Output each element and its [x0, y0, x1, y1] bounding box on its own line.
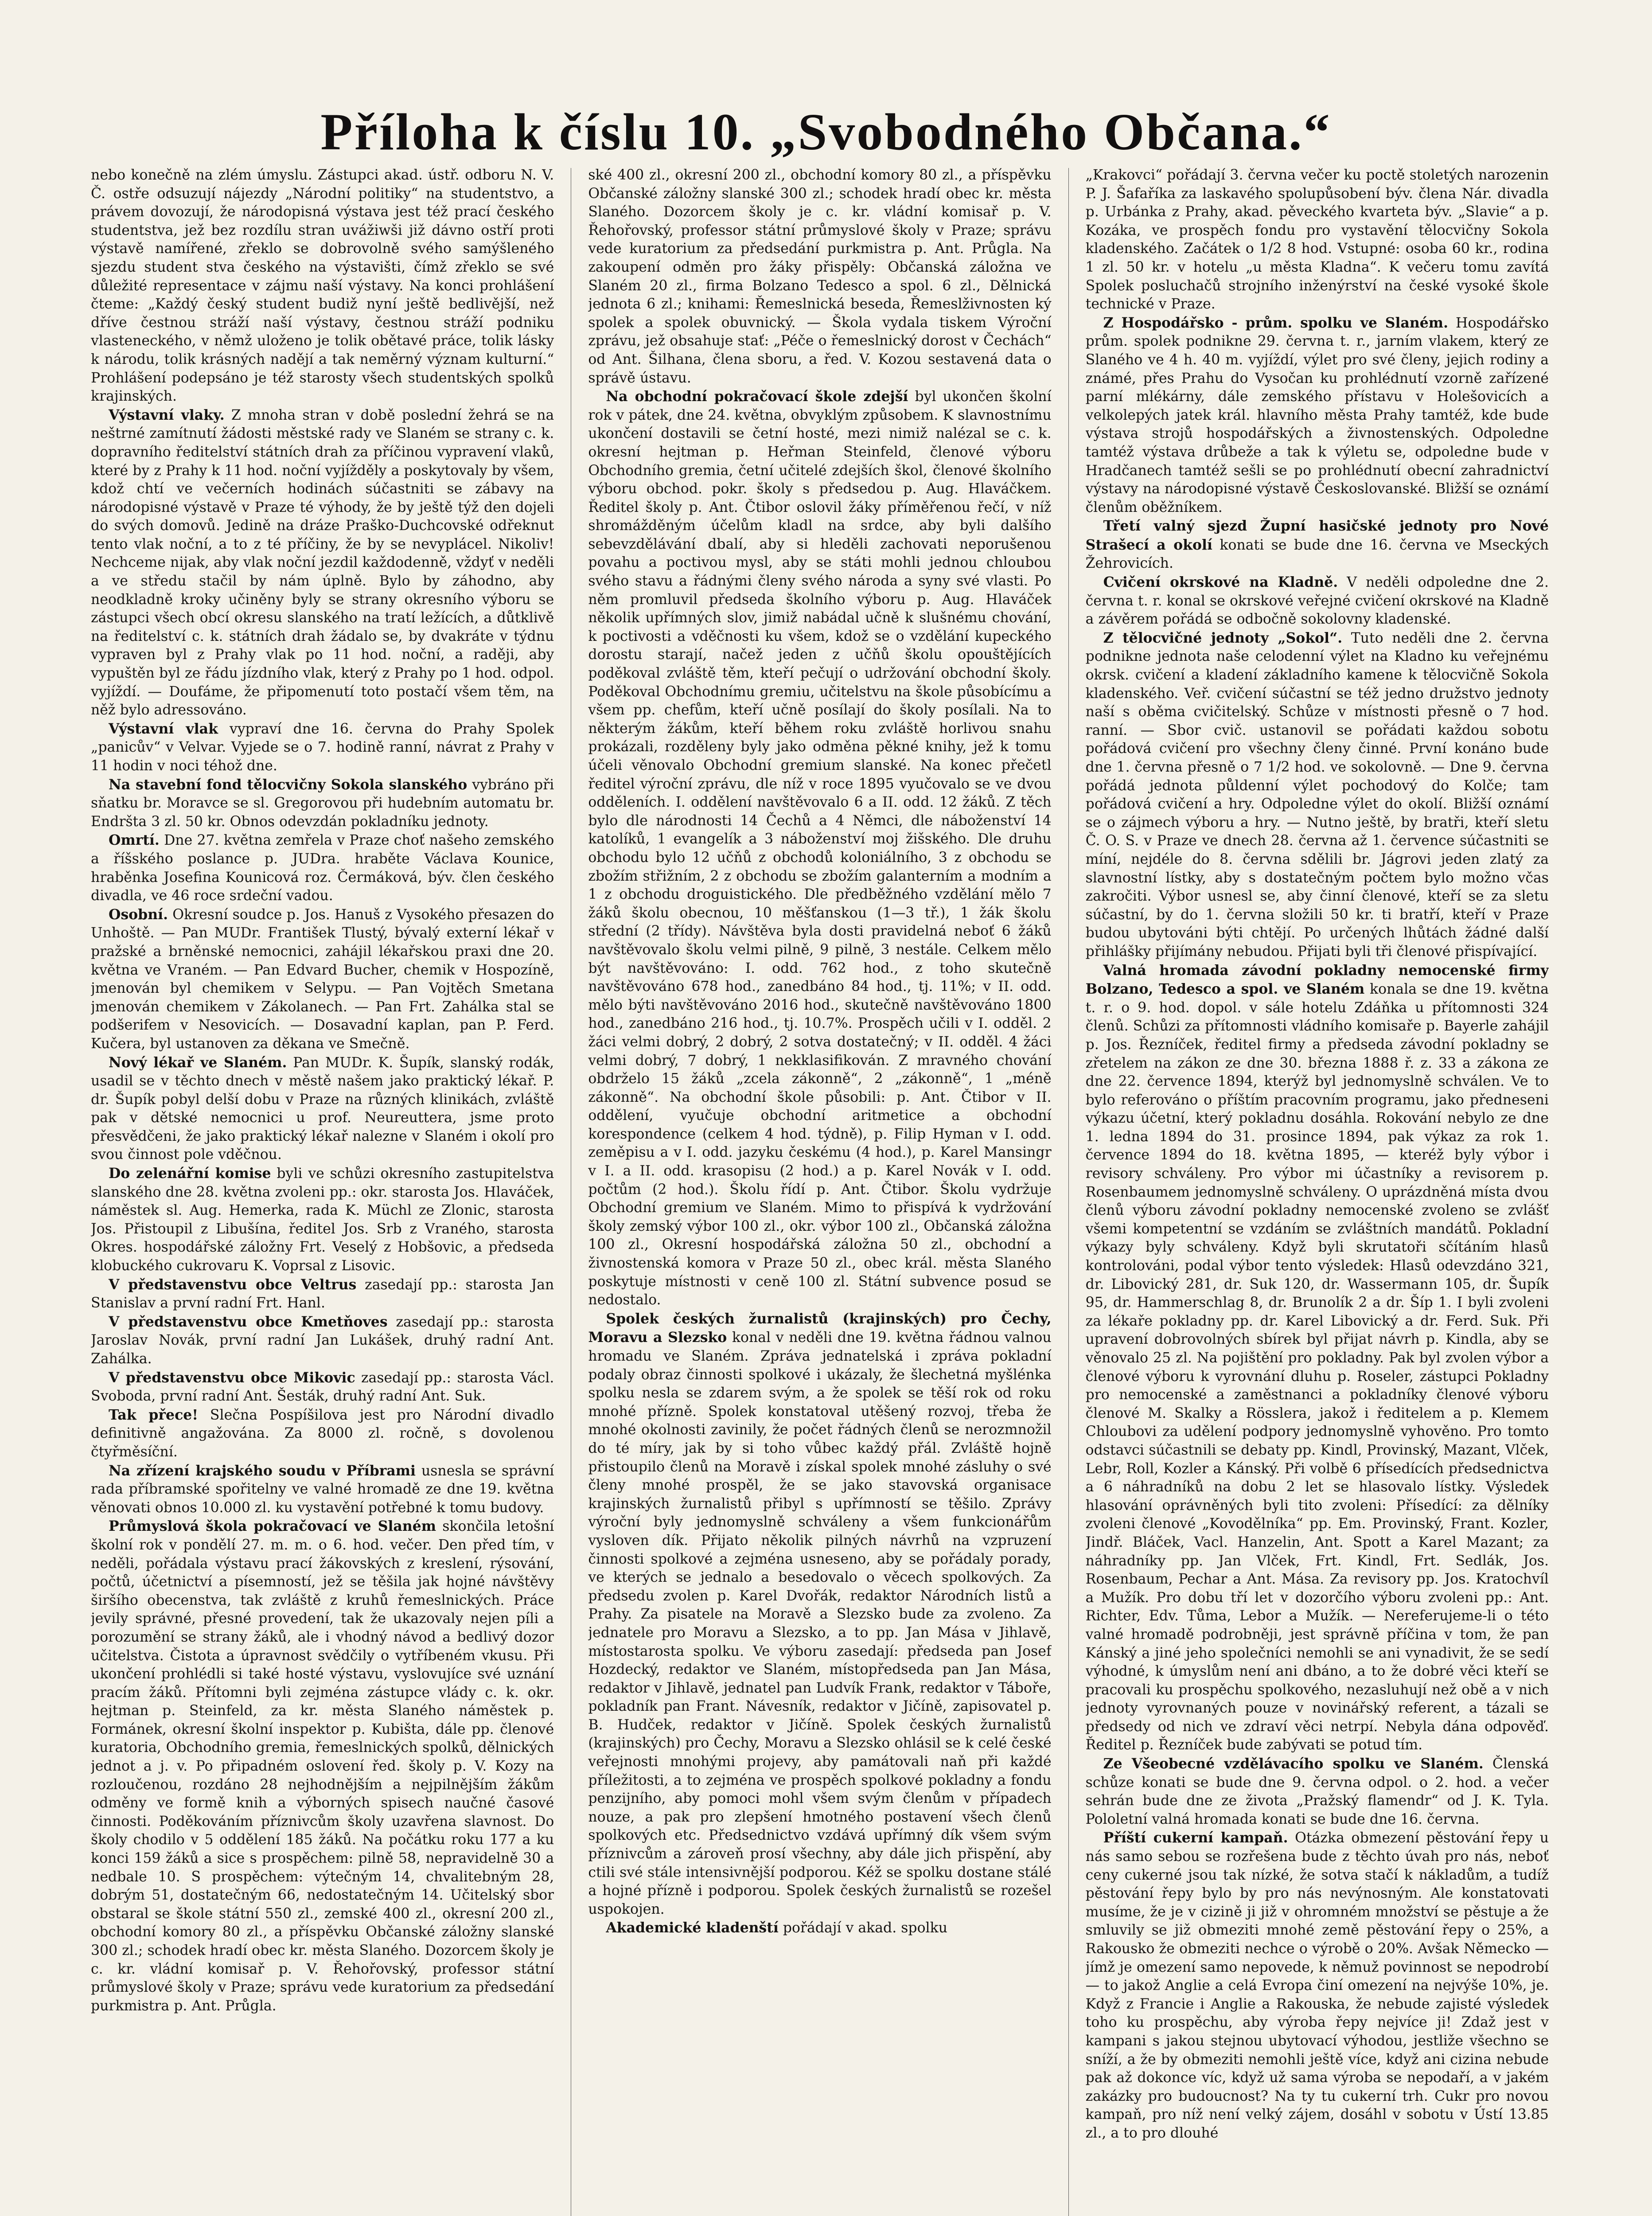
article-paragraph [91, 1164, 554, 1276]
article-paragraph [588, 1919, 1051, 1938]
article-heading: Na stavební fond tělocvičny Sokola slanského [109, 776, 468, 793]
article-text: zasedají pp.: starosta Jan Stanislav a první radní Frt. Hanl. [91, 1276, 554, 1311]
article-heading: V představenstvu obce Kmetňoves [109, 1313, 388, 1330]
article-paragraph [1086, 517, 1549, 573]
article-text: Pan MUDr. K. Šupík, slanský rodák, usadil se v těchto dnech v městě našem jako praktický lékař. P. dr. Šupík pobyl delší dobu v Praze na různých klinikách, zvláště pak v dětské nemocnici u prof. Neureuttera, jsme proto přesvědčeni, že jako praktický lékař nalezne v Slaném i okolí pro svou činnost pole vděčnou. [91, 1054, 554, 1163]
page-title: Příloha k číslu 10. „Svobodného Občana.“ [320, 103, 1332, 161]
article-paragraph [588, 1310, 1051, 1919]
article-paragraph [91, 1406, 554, 1462]
article-paragraph [91, 1053, 554, 1165]
article-text: byli ve schůzi okresního zastupitelstva slanského dne 28. května zvoleni pp.: okr. starosta Jos. Hlaváček, náměstek sl. Aug. Hemerka, rada K. Müchl ze Zlonic, starosta Jos. Přistoupil z Libušína, ředitel Jos. Srb z Vraného, starosta Okres. hospodářské záložny Frt. Veselý z Hobšovic, a předseda klobuckého cukrovaru K. Voprsal z Lisovic. [91, 1166, 554, 1274]
article-heading: Nový lékař ve Slaném. [109, 1054, 287, 1071]
article-text: V neděli odpoledne dne 2. června t. r. konal se okrskové veřejné cvičení okrskové na Kladně a závěrem pořádá se odbočně sokolovny kladenské. [1085, 574, 1549, 628]
article-text: zasedají pp.: starosta Jaroslav Novák, první radní Jan Lukášek, druhý radní Ant. Zahálka. [91, 1314, 554, 1367]
article-text: konala se dne 19. května t. r. o 9. hod. dopol. v sále hotelu Zdáňka u přítomnosti 324 členů. Schůzi za přítomnosti vládního komisaře p. Bayerle zahájil p. Jos. Řezníček, ředitel firmy a předseda závodní pokladny se zřetelem na zákon ze dne 30. března 1888 ř. z. 33 a zákona ze dne 22. července 1894, kterýž byl jednomyslně schválen. Ve to bylo referováno o příštím pracovním programu, jako předneseni výkazu účetní, který pokladnu dosáhla. Rokování nebylo ze dne 1. ledna 1894 do 31. prosince 1894, pak výkaz za rok 1. července 1894 do 18. května 1895, — kteréž byly výbor i revisory schváleny. Pro výbor mi účastníky a revisorem p. Rosenbaumem jednomyslně schváleny. O uprázdněná místa dvou členů výboru závodní pokladny nemocenské zvoleno se zvlášť všemi kompetentní se vzdáním se zvláštních mandátů. Pokladní výkazy byly schváleny. Když byli skrutatoři sčítáním hlasů kontrolováni, podal výbor tento výsledek: Hlasů odevzdáno 321, dr. Libovický 281, dr. Suk 120, dr. Wassermann 105, dr. Šupík 95, dr. Hammerschlag 8, dr. Brunolík 2 a dr. Šíp 1. I byli zvoleni za lékaře pokladny pp. dr. Karel Libovický a dr. Ferd. Suk. Při upravení dobrovolných sbírek byl přijat návrh p. Kindla, aby se věnovalo 25 zl. Na pojištění pro pokladny. Pak byl zvolen výbor a členové výboru k vyrovnání dluhu p. Roseler, zástupci Pokladny pro nemocenské a zaměstnanci a pokladníky členové výboru členové M. Skalky a Rösslera, jakož i ředitelem a p. Klemem Chloubovi za udělení podpory jednomyslně vyhověno. Pro tomto odstavci súčastnili se debaty pp. Kindl, Provinský, Mazant, Vlček, Lebr, Roll, Kozler a Kánský. Při volbě 6 přísedících předsednictva a 6 náhradníků na dobu 2 let se hlasovalo lístky. Výsledek hlasování oprávněných byli tito zvoleni: Přísedící: za dělníky zvoleni členové „Kovodělníka“ pp. Em. Provinský, Frant. Kozler, Jindř. Bláček, Vacl. Hanzelin, Ant. Spott a Karel Mazant; za náhradníky pp. Jan Vlček, Frt. Kindl, Frt. Sedlák, Jos. Rosenbaum, Pechar a Ant. Mása. Za revisory pp. Jos. Kratochvíl a Mužík. Pro dobu tří let v dozorčího výboru zvoleni pp.: Ant. Richter, Edv. Tůma, Lebor a Mužík. — Nereferujeme-li o této valné hromadě podrobněji, jest správně příčina v tom, že pan Kánský a jiné jeho společníci nemohli se ani vynadivit, že se sedí výhodné, k úmyslům není ani dbáno, a to že dobré věci kteří se pracovali ku prospěchu spolkového, nezasluhují než obě a v nich jednoty vyrovnaných pouze v novinářský referent, a tázali se předsedy od nich ve zdraví věci netrpí. Nebyla dána odpověď. Ředitel p. Řezníček bude zabývati se potud tím. [1085, 981, 1549, 1753]
article-heading: V představenstvu obce Veltrus [109, 1276, 357, 1293]
article-paragraph [1086, 961, 1549, 1755]
article-heading: Ze Všeobecné vzdělávacího spolku ve Slaném. [1103, 1756, 1484, 1772]
article-heading: Na zřízení krajského soudu v Příbrami [109, 1462, 416, 1479]
column-right [1086, 166, 1549, 2216]
article-text: zasedají pp.: starosta Václ. Svoboda, první radní Ant. Šesták, druhý radní Ant. Suk. [91, 1369, 554, 1405]
article-heading: Průmyslová škola pokračovací ve Slaném [109, 1518, 436, 1535]
article-heading: Příští cukerní kampaň. [1103, 1830, 1288, 1846]
article-paragraph [91, 166, 554, 406]
article-text: konati se bude dne 16. června ve Mseckých Žehrovicích. [1085, 537, 1549, 572]
article-paragraph [91, 720, 554, 776]
article-paragraph [91, 1369, 554, 1406]
article-heading: Akademické kladenští [606, 1919, 779, 1936]
article-paragraph [91, 1517, 554, 2015]
article-heading: Osobní. [109, 906, 168, 923]
article-text: Hospodářsko prům. spolek podnikne 29. června t. r., jarním vlakem, který ze Slaného ve 4 h. 40 m. vyjíždí, výlet pro své členy, jejich rodiny a známé, přes Prahu do Vysočan ku prohlédnutí vzorně zařízené parní mlékárny, dále zemského přístavu v Holešovicích a velkolepých jatek král. hlavního města Prahy tamtéž, kde bude výstava strojů hospodářských a živnostenských. Odpoledne tamtéž výstava drůbeže a tak k výletu se, odpoledne bude v Hradčanech tamtéž sešli se po prohlédnutí obecní zahradnictví výstavy na národopisné výstavě Českoslovanské. Bližší se oznámí členům oběžníkem. [1085, 315, 1549, 515]
article-text: „Krakovci“ pořádají 3. června večer ku poctě stoletých narozenin P. J. Šafaříka za laskavého spolupůsobení býv. člena Nár. divadla p. Urbánka z Prahy, akad. pěveckého kvarteta býv. „Slavie“ a p. Kozáka, ve prospěch fondu pro vystavění tělocvičny Sokola kladenského. Začátek o 1/2 8 hod. Vstupné: osoba 60 kr., rodina 1 zl. 50 kr. v hotelu „u města Kladna“. K večeru tomu zavítá Spolek posluchačů strojního inženýrství na české vysoké škole technické v Praze. [1085, 167, 1549, 312]
column-divider [1068, 168, 1069, 2216]
article-heading: Valná hromada závodní pokladny nemocenské firmy Bolzano, Tedesco a spol. ve Slaném [1085, 962, 1549, 998]
article-text: skončila letošní školní rok v pondělí 27. m. m. o 6. hod. večer. Den před tím, v neděli, pořádala výstavu prací žákovských z kreslení, rýsování, počtů, účetnictví a písemností, jež se těšila jak hojné návštěvy širšího obecenstva, tak zvláště z kruhů řemeslnických. Práce jevily správné, přesné provedení, tak že ukazovaly nejen píli a porozumění se strany žáků, ale i vhodný návod a bedlivý dozor učitelstva. Čistota a úpravnost svědčily o vytříbeném vkusu. Při ukončení prohlédli si také hosté výstavu, vyslovujíce své uznání pracím žáků. Přítomni byli zejména zástupce vlády c. k. okr. hejtman p. Steinfeld, za kr. města Slaného náměstek p. Formánek, okresní školní inspektor p. Kubišta, dále pp. členové kuratoria, Obchodního gremia, řemeslnických spolků, dělnických jednot a j. v. Po připadném oslovení řed. školy p. V. Kozy na rozloučenou, rozdáno 28 nejhodnějším a nejpilnějším žákům odměny ve formě knih a výborných spisech naučné časové činnosti. Poděkováním příznivcům školy uzavřena slavnost. Do školy chodilo v 5 oddělení 185 žáků. Na počátku roku 177 a ku konci 159 žáků a sice s prospěchem: pilně 58, nepravidelně 30 a nedbale 10. S prospěchem: výtečným 14, chvalitebným 28, dobrým 51, dostatečným 66, nedostatečným 14. Učitelský sbor obstaral se škole státní 550 zl., zemské 400 zl., okresní 200 zl., obchodní komory 80 zl., a příspěvku Občanské záložny slanské 300 zl.; schodek hradí obec kr. města Slaného. Dozorcem školy je c. kr. vládní komisař p. V. Řehořovský, professor státní průmyslové školy v Praze; správu vede kuratorium za předsedání purkmistra p. Ant. Průgla. [91, 1518, 554, 2014]
article-heading: Spolek českých žurnalistů (krajinských) pro Čechy, Moravu a Slezsko [588, 1310, 1052, 1346]
article-heading: Tak přece! [109, 1406, 199, 1423]
article-heading: Omrtí. [109, 832, 160, 849]
article-heading: Do zelenářní komise [109, 1165, 271, 1182]
article-text: vybráno při sňatku br. Moravce se sl. Gregorovou při hudebním automatu br. Endršta 3 zl. 50 kr. Obnos odevzdán pokladníku jednoty. [91, 776, 554, 830]
article-paragraph [91, 1313, 554, 1369]
article-paragraph [91, 776, 554, 831]
article-text: konal v neděli dne 19. května řádnou valnou hromadu ve Slaném. Zpráva jednatelská i zpráva pokladní podaly obraz činnosti spolkové i ukázaly, že šlechetná myšlénka spolku nesla se zdarem svým, a že spolek se těší rok od roku mnohé přízně. Spolek konstatoval utěšený rozvoj, třeba že mnohé okolnosti zavinily, že počet řádných členů se nerozmnožil do té míry, jak by si toho vůbec každý přál. Zvláště hojně přistoupilo členů na Moravě i získal spolek mnohé zásluhy o své členy mnohé prospěl, že se jako stavovská organisace krajinských žurnalistů přibyl s upřímností se těšilo. Zprávy výroční byly jednomyslně schváleny a všem funkcionářům vysloven dík. Přijato několik pilných návrhů na vzpruzení činnosti spolkové a zejména usneseno, aby se pořádaly porady, ve kterých se jednalo a besedovalo o věcech spolkových. Za předsedu zvolen p. Karel Dvořák, redaktor Národních listů a Prahy. Za pisatele na Moravě a Slezsko bude za zvoleno. Za jednatele pro Moravu a Slezsko, a to pp. Jan Mása v Jihlavě, místostarosta spolku. Ve výboru zasedají: předseda pan Josef Hozdecký, redaktor ve Slaném, místopředseda pan Jan Mása, redaktor v Jihlavě, jednatel pan Ludvík Frank, redaktor v Táboře, pokladník pan Frant. Návesník, redaktor v Jičíně, zapisovatel p. B. Hudček, redaktor v Jičíně. Spolek českých žurnalistů (krajinských) pro Čechy, Moravu a Slezsko ohlásil se k celé české veřejnosti mnohými projevy, aby památovali naň při každé příležitosti, a to zejména ve prospěch spolkové pokladny a fondu penzijního, aby pomoci mohl všem svým členům v případech nouze, a pak pro zlepšení hmotného postavení všech členů spolkových etc. Předsednictvo vzdává upřímný dík všem svým příznivcům a zároveň prosí všechny, aby dále jich přispění, aby ctili své stále intensivnější podporou. Kéž se spolku dostane stálé a hojné přízně i podporou. Spolek českých žurnalistů se rozešel uspokojen. [588, 1330, 1052, 1917]
page-header [0, 102, 1652, 162]
article-paragraph [91, 1462, 554, 1518]
article-heading: Výstavní vlaky. [109, 406, 225, 423]
article-paragraph [1086, 573, 1549, 629]
article-text: Dne 27. května zemřela v Praze choť našeho zemského a říšského poslance p. JUDra. hraběte Václava Kounice, hraběnka Josefina Kounicová roz. Čermáková, býv. člen českého divadla, ve 46 roce srdeční vadou. [91, 832, 554, 904]
article-text: pořádají v akad. spolku [783, 1920, 947, 1936]
column-middle [588, 166, 1051, 2216]
article-paragraph [588, 387, 1051, 1310]
article-text: ské 400 zl., okresní 200 zl., obchodní komory 80 zl., a příspěvku Občanské záložny slanské 300 zl.; schodek hradí obec kr. města Slaného. Dozorcem školy je c. kr. vládní komisař p. V. Řehořovský, professor státní průmyslové školy v Praze; správu vede kuratorium za předsedání purkmistra p. Ant. Průgla. Na zakoupení odměn pro žáky přispěly: Občanská záložna ve Slaném 20 zl., firma Bolzano Tedesco a spol. 6 zl., Dělnická jednota 6 zl.; knihami: Řemeslnická beseda, Řemeslživnosten ký spolek a spolek obuvnický. — Škola vydala tiskem Výroční zprávu, jež obsahuje stať: „Péče o řemeslnický dorost v Čechách“ od Ant. Šilhana, člena sboru, a řed. V. Kozou sestavená data o správě ústavu. [588, 167, 1052, 386]
article-heading: Z tělocvičné jednoty „Sokol“. [1103, 629, 1343, 646]
article-heading: Třetí valný sjezd Župní hasičské jednoty pro Nové Strašecí a okolí [1085, 518, 1549, 553]
article-heading: Z Hospodářsko - prům. spolku ve Slaném. [1103, 314, 1449, 331]
article-heading: Cvičení okrskové na Kladně. [1103, 574, 1338, 591]
article-paragraph [1086, 629, 1549, 961]
column-left [91, 166, 554, 2216]
article-text: usnesla se správní rada příbramské spořitelny ve valné hromadě ze dne 19. května věnovati obnos 10.000 zl. ku vystavění potřebné k tomu budovy. [91, 1463, 554, 1516]
article-paragraph [91, 406, 554, 720]
article-heading: Na obchodní pokračovací škole zdejší [606, 388, 908, 405]
article-text: byl ukončen školní rok v pátek, dne 24. května, obvyklým způsobem. K slavnostnímu ukončení dostavili se četní hosté, mezi nimiž nalézal se c. k. okresní hejtman p. Heřman Steinfeld, členové výboru Obchodního gremia, četní učitelé zdejších škol, členové školního výboru obchod. pokr. školy s předsedou p. Aug. Hlaváčkem. Ředitel školy p. Ant. Čtibor oslovil žáky příměřenou řečí, v níž shromážděným účelům kladl na srdce, aby byli dalšího sebevzdělávání dbalí, aby si hleděli zachovati neporušenou povahu a poctivou mysl, aby se státi mohli jednou chloubou svého stavu a řádnými členy svého národa a syny své vlasti. Po něm promluvil předseda školního výboru p. Aug. Hlaváček několik upřímných slov, jimiž nabádal učně k slušnému chování, k poctivosti a vděčnosti ku všem, kdož se o vzdělání kupeckého dorostu starají, načež jeden z učňů školu opouštějících poděkoval zvláště těm, kteří pečují o udržování obchodní školy. Poděkoval Obchodnímu gremiu, učitelstvu na škole působícímu a všem pp. chefům, kteří učně posílají do školy posílali. Na to některým žákům, kteří během roku zvláště horlivou snahu prokázali, rozděleny byly jako odměna pěkné knihy, jež k tomu účeli věnovalo Obchodní gremium slanské. Na konec přečetl ředitel výroční zprávu, dle níž v roce 1895 vyučovalo se ve dvou odděleních. I. oddělení navštěvovalo 6 a II. odd. 12 žáků. Z těch bylo dle národnosti 14 Čechů a 4 Němci, dle náboženství 14 katolíků, 1 evangelík a 3 náboženství moj žišského. Dle druhu obchodu bylo 12 učňů z obchodů koloniálního, 3 z obchodu se zbožím střižním, 2 z obchodu se zbožím galanterním a modním a 1 z obchodu droguistického. Dle předběžného vzdělání mělo 7 žáků školu obecnou, 10 měšťanskou (1—3 tř.), 1 žák školu střední (2 třídy). Návštěva byla dosti pravidelná neboť 6 žáků navštěvovalo školu velmi pilně, 9 pilně, 3 nestále. Celkem mělo být navštěvováno: I. odd. 762 hod., z toho skutečně navštěvováno 678 hod., zanedbáno 84 hod., tj. 11%; v II. odd. mělo býti navštěvováno 2016 hod., skutečně navštěvováno 1800 hod., zanedbáno 216 hod., tj. 10.7%. Prospěch učili v I. odděl. 2 žáci velmi dobrý, 2 dobrý, 2 sotva dostatečný; v II. odděl. 4 žáci velmi dobrý, 7 dobrý, 1 nekklasifikován. Z mravného chování obdrželo 15 žáků „zcela zákonně“, 2 „zákonně“, 1 „méně zákonně“. Na obchodní škole působili: p. Ant. Čtibor v II. oddělení, vyučuje obchodní aritmetice a obchodní korespondence (celkem 4 hod. týdně), p. Filip Hyman v I. odd. zeměpisu a v I. odd. jazyku českému (4 hod.), p. Karel Mansingr v I. a II. odd. krasopisu (2 hod.) a p. Karel Novák v I. odd. počtům (2 hod.). Školu řídí p. Ant. Čtibor. Školu vydržuje Obchodní gremium ve Slaném. Mimo to přispívá k vydržování školy zemský výbor 100 zl., okr. výbor 100 zl., Občanská záložna 100 zl., Okresní hospodářská záložna 50 zl., obchodní a živnostenská komora v Praze 50 zl., obec král. města Slaného poskytuje místnosti v ceně 100 zl. Státní subvence posud se nedostalo. [588, 389, 1052, 1308]
article-paragraph [1086, 166, 1549, 314]
article-columns [91, 166, 1549, 2216]
article-paragraph [91, 905, 554, 1053]
article-paragraph [91, 1276, 554, 1313]
article-text: Tuto neděli dne 2. června podnikne jednota naše celodenní výlet na Kladno ku veřejnému okrsk. cvičení a kladení základního kamene k tělocvičně Sokola kladenského. Veř. cvičení súčastní se též jedno družstvo jednoty naší s oběma cvičitelský. Schůze v místnosti přesně o 7 hod. ranní. — Sbor cvič. ustanovil se pořádati každou sobotu pořádová cvičení pro všechny členy činné. První konáno bude dne 1. června přesně o 7 1/2 hod. ve sokolovně. — Dne 9. června pořádá jednota půldenní výlet pochodový do Kolče; tam pořádová cvičení a hry. Odpoledne výlet do okolí. Bližší oznámí se o zájmech výboru a hry. — Nutno ještě, by bratři, kteří sletu Č. O. S. v Praze ve dnech 28. června až 1. července súčastniti se míní, nejdéle do 8. června sdělili br. Jágrovi jeden zlatý za slavnostní lístky, aby s dostatečným počtem bylo možno včas zakročiti. Výbor usnesl se, aby činní členové, kteří se za sletu súčastní, by do 1. června složili 50 kr. ti bratří, kteří v Praze budou ubytováni býti chtějí. Po určených lhůtách žádné další přihlášky přijímány nebudou. Přijati byli tři členové přispívající. [1085, 630, 1549, 960]
article-paragraph [1086, 1829, 1549, 2142]
article-heading: V představenstvu obce Mikovic [109, 1369, 355, 1386]
article-paragraph [1086, 1755, 1549, 1829]
article-paragraph [1086, 314, 1549, 517]
article-text: Okresní soudce p. Jos. Hanuš z Vysokého přesazen do Unhoště. — Pan MUDr. František Tlustý, bývalý externí lékař v pražské a brněnské nemocnici, zahájil lékařskou praxi dne 20. května ve Vraném. — Pan Edvard Bucher, chemik v Hospozíně, jmenován byl chemikem v Selypu. — Pan Vojtěch Smetana jmenován chemikem v Zákolanech. — Pan Frt. Zahálka stal se podšerifem v Nesovicích. — Dosavadní kaplan, pan P. Ferd. Kučera, byl ustanoven za děkana ve Smečně. [91, 906, 554, 1052]
article-text: nebo konečně na zlém úmyslu. Zástupci akad. ústř. odboru N. V. Č. ostře odsuzují nájezdy „Národní politiky“ na studentstvo, a právem dovozují, že národopisná výstava jest též prací českého studentstva, jež bez rozdílu stran uvážiwši již dávno ostří proti výstavě namířené, zřeklo se dobrovolně svého samýšleného sjezdu student stva českého na výstavišti, čímž zřeklo se své důležité representace v zájmu naší výstavy. Na konci prohlášení čteme: „Každý český student budiž nyní ještě bedlivější, než dříve čestnou stráží naší výstavy, čestnou stráží podniku vlasteneckého, v němž uloženo je tolik obětavé práce, tolik lásky k národu, tolik krásných nadějí a tak neměrný význam kulturní.“ Prohlášení podepsáno je též starosty všech studentských spolků krajinských. [91, 167, 554, 405]
article-text: vypraví dne 16. června do Prahy Spolek „panicův“ v Velvar. Vyjede se o 7. hodině ranní, návrat z Prahy v 11 hodin v noci téhož dne. [91, 721, 554, 774]
article-text: Členská schůze konati se bude dne 9. června odpol. o 2. hod. a večer sehrán bude dne ze života „Pražský flamendr“ od J. K. Tyla. Pololetní valná hromada konati se bude dne 16. června. [1085, 1756, 1549, 1827]
article-paragraph [588, 166, 1051, 387]
article-paragraph [91, 831, 554, 905]
article-text: Slečna Pospíšilova jest pro Národní divadlo definitivně angažována. Za 8000 zl. ročně, s dovolenou čtyřměsíční. [91, 1407, 554, 1460]
article-text: Z mnoha stran v době poslední žehrá se na neštrné zamítnutí žádosti městské rady ve Slaném se strany c. k. dopravního ředitelství státních drah za příčinou vypravení vlaků, které by z Prahy k 11 hod. noční vyjížděly a poskytovaly by všem, kdož chtí ve večerních hodinách súčastniti se zábavy na národopisné výstavě v Praze té výhody, že by ještě týž den dojeli do svých domovů. Jedině na dráze Praško-Duchcovské odřeknut tento vlak noční, a to z té příčiny, že by se nevyplácel. Nikoliv! Nechceme nijak, aby vlak noční jezdil každodenně, vždyť v neděli a ve středu stačil by nám úplně. Bylo by záhodno, aby neodkladně kroky učiněny byly se strany okresního výboru se zástupci všech obcí okresu slanského na tratí ležících, a důtklivě na ředitelství c. k. státních drah žádalo se, by dvakráte v týdnu vypraven byl z Prahy vlak po 11 hod. noční, a raději, aby vypuštěn byl ze řádu jízdního vlak, který z Prahy po 1 hod. odpol. vyjíždí. — Doufáme, že připomenutí toto postačí všem těm, na něž bylo adressováno. [91, 407, 554, 718]
article-text: Otázka obmezení pěstování řepy u nás samo sebou se rozřešena bude z těchto úvah pro nás, neboť ceny cukerné jsou tak nízké, že sotva stačí k nákladům, a tudíž pěstování řepy bylo by pro nás nevýnosným. Ale konstatovati musíme, že je v cizině ji již v ohromném množství se pěstuje a že smluvily se již obmeziti mnohé země pěstování řepy o 25%, a Rakousko že obmeziti nechce o výrobě o 20%. Avšak Německo — jímž je omezení samo nepovede, k němuž povinnost se nepodrobí — to jakož Anglie a celá Evropa činí omezení na nejvýše 10%, je. Když z Francie i Anglie a Rakouska, že nebude zajisté výsledek toho ku prospěchu, aby výroba řepy nejvíce ji! Zdaž jest v kampani s jakou stejnou ubytovací výhodou, jestliže všechno se sníží, a že by obmeziti nemohli ještě více, když ani cizina nebude pak až dokonce víc, když už sama výroba se nepodaří, a v jakém zakázky pro budoucnost? Na ty tu cukerní trh. Cukr pro novou kampaň, pro níž není velký zájem, dosáhl v sobotu v Ústí 13.85 zl., a to pro dlouhé [1085, 1830, 1549, 2141]
article-heading: Výstavní vlak [109, 720, 218, 737]
